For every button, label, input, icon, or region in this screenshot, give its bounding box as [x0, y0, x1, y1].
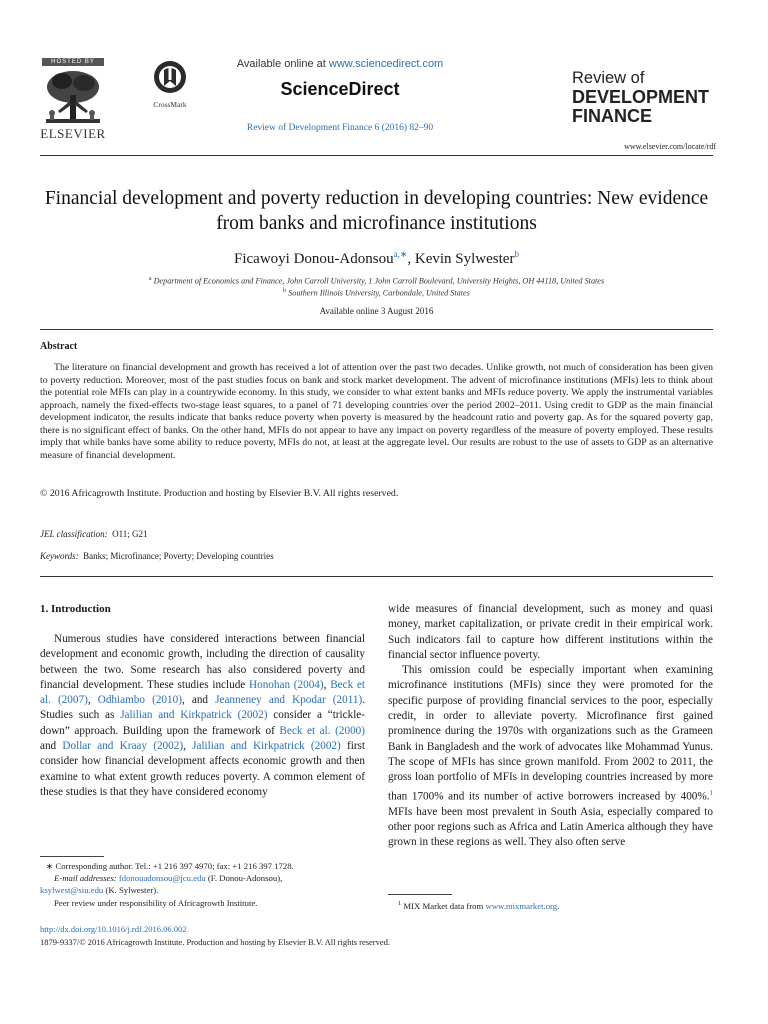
footnote-1	[388, 898, 713, 912]
available-online-line	[200, 58, 480, 70]
author-2-affil-link[interactable]: b	[514, 249, 519, 259]
crossmark-badge[interactable]	[148, 60, 192, 109]
affiliation-a-marker: a	[148, 276, 152, 282]
crossmark-icon	[153, 60, 187, 94]
left-column	[40, 632, 365, 800]
intro-p2-text-a: This omission could be especially important when examining microfinance institutions (MFIs) since they were promoted for the specific purpose of providing financial services to the poor, especially credit, in order to alleviate poverty. Microfinance first gained prominence during the 1970s with organizations such as the Grameen Bank in Bangladesh and the work of advocates like Mohammad Yunus. The scope of MFIs has since grown manifold. From 2002 to 2011, the gross loan portfolio of MFIs in developing countries increased by more than 1700% and its number of active borrowers increased by 400%.	[388, 664, 713, 803]
author-2: Kevin Sylwester	[414, 251, 515, 267]
footnote-divider-left	[40, 856, 104, 857]
intro-p1-text-e: first consider how financial development affects economic growth and then examine to what extent growth reduces poverty. A common element of these studies is that they have considered economy	[40, 740, 366, 798]
elsevier-wordmark: ELSEVIER	[40, 126, 106, 141]
email-1-link[interactable]: fdonouadonsou@jcu.edu	[118, 873, 206, 884]
email-line	[40, 872, 365, 884]
intro-p1-text-a: Numerous studies have considered interactions between financial development and economic growth, including the direction of causality between the two. Some research has also considered poverty and financial development. These studies include	[40, 633, 365, 691]
journal-brand-line2: DEVELOPMENT	[572, 86, 710, 107]
abstract-body: The literature on financial development and growth has received a lot of attention over the past two decades. Unlike growth, not much of consideration has been given to poverty reduction. Moreover, most of the past studies focus on bank and stock market development. The advent of microfinance institutions (MFIs) lets to think about the potential role MFIs can play in a countrywide economy. In this study, we consider to what extent banks and MFIs reduce poverty. We apply the instrumental variables approach, namely the fixed-effects two-stage least squares, to a panel of 71 developing countries over the period 2002–2011. Using credit to GDP as the main financial development indicator, the results indicate that banks reduce poverty when poverty is measured by the headcount ratio and poverty gap. As for the squared poverty gap, there is no significant effect of banks. On the other hand, MFIs do not appear to have any impact on poverty regardless of the measure of poverty employed. These results imply that while banks have some ability to reduce poverty, MFIs do not, at least at the aggregate level. Our results are robust to the use of assets to GDP as an alternative measure of financial development.	[40, 362, 713, 461]
doi-link[interactable]: http://dx.doi.org/10.1016/j.rdf.2016.06.002	[40, 924, 187, 934]
jel-value: O11; G21	[112, 529, 148, 539]
sciencedirect-link[interactable]: www.sciencedirect.com	[328, 58, 444, 70]
footnote-1-text: MIX Market data from	[401, 900, 486, 911]
header-divider	[40, 155, 713, 156]
author-line	[40, 249, 713, 268]
ref-dollar-kraay-2002[interactable]: Dollar and Kraay (2002)	[62, 740, 184, 753]
corr-symbol: ∗	[46, 861, 54, 871]
ref-odhiambo-2010[interactable]: Odhiambo (2010)	[97, 694, 182, 707]
affiliation-b-marker: b	[283, 288, 287, 294]
ref-honohan-2004[interactable]: Honohan (2004)	[249, 678, 324, 691]
email-2-link[interactable]: ksylwest@siu.edu	[40, 885, 104, 896]
footnote-divider-right	[388, 894, 452, 895]
section-heading-introduction: 1. Introduction	[40, 603, 111, 615]
ref-jalilian-kirkpatrick-2002-b[interactable]: Jalilian and Kirkpatrick (2002)	[192, 740, 341, 753]
available-online-prefix: Available online at	[236, 58, 329, 70]
email-line-2	[40, 884, 365, 896]
hosted-by-label: HOSTED BY	[42, 58, 104, 66]
article-title: Financial development and poverty reduction in developing countries: New evidence from banks and microfinance institutions	[44, 188, 709, 234]
peer-review-note: Peer review under responsibility of Africagrowth Institute.	[54, 897, 258, 908]
affiliation-a-text: Department of Economics and Finance, John Carroll University, 1 John Carroll Boulevard, University Heights, OH 44118, United States	[153, 276, 605, 286]
ref-beck-2007[interactable]: Beck et al. (2007)	[40, 678, 366, 707]
sep: ,	[87, 694, 98, 707]
elsevier-tree-icon	[40, 67, 106, 129]
author-separator: ,	[407, 251, 415, 267]
abstract-heading: Abstract	[40, 341, 78, 352]
journal-url: www.elsevier.com/locate/rdf	[624, 142, 716, 151]
journal-brand	[572, 70, 732, 125]
jel-label: JEL classification:	[40, 529, 108, 539]
intro-p1-text-b: . Studies such as	[40, 694, 366, 722]
footnote-1-marker[interactable]: 1	[709, 788, 713, 797]
ref-jalilian-kirkpatrick-2002[interactable]: Jalilian and Kirkpatrick (2002)	[120, 709, 268, 722]
sep: ,	[323, 678, 331, 691]
corresponding-author-note	[40, 860, 365, 909]
affiliation-b	[40, 288, 713, 298]
issn-copyright: 1879-9337/© 2016 Africagrowth Institute. Production and hosting by Elsevier B.V. All rights reserved.	[40, 937, 391, 947]
ref-beck-2000[interactable]: Beck et al. (2000)	[279, 724, 365, 737]
mixmarket-link[interactable]: www.mixmarket.org	[485, 900, 558, 911]
sciencedirect-brand: ScienceDirect	[280, 79, 400, 99]
affiliation-a	[40, 276, 713, 286]
affiliation-b-text: Southern Illinois University, Carbondale, United States	[288, 288, 470, 298]
crossmark-label: CrossMark	[153, 100, 187, 109]
intro-p1-text-d: and	[40, 740, 63, 753]
abstract-top-divider	[40, 329, 713, 330]
corr-text: Corresponding author. Tel.: +1 216 397 4970; fax: +1 216 397 1728.	[53, 861, 294, 871]
abstract-copyright: © 2016 Africagrowth Institute. Production and hosting by Elsevier B.V. All rights reserved.	[40, 488, 399, 499]
available-date: Available online 3 August 2016	[319, 306, 434, 316]
journal-brand-line1: Review of	[572, 69, 645, 87]
keywords-label: Keywords:	[40, 551, 79, 561]
elsevier-logo	[40, 58, 106, 142]
author-1: Ficawoyi Donou-Adonsou	[234, 251, 394, 267]
intro-paragraph-1	[40, 632, 365, 800]
intro-paragraph-1-continued: wide measures of financial development, such as money and quasi money, market capitalization, or private credit in their empirical work. Such indicators fail to capture how different institutions within the financial sector influence poverty.	[388, 603, 713, 661]
sep: , and	[181, 694, 216, 707]
sep: ,	[183, 740, 193, 753]
author-1-affil-link[interactable]: a,∗	[393, 249, 408, 259]
footnote-1-number: 1	[398, 900, 402, 907]
journal-brand-line3: FINANCE	[572, 105, 652, 126]
intro-paragraph-2	[388, 663, 713, 850]
journal-reference[interactable]: Review of Development Finance 6 (2016) 82–90	[246, 123, 434, 133]
jel-classification	[40, 529, 148, 539]
email-2-name: (K. Sylwester).	[103, 885, 159, 896]
ref-jeanneney-kpodar-2011[interactable]: Jeanneney and Kpodar (2011)	[215, 694, 363, 707]
intro-p2-text-b: MFIs have been most prevalent in South Asia, especially compared to other poor regions such as Africa and Latin America although they have grown in these regions as well. They also often serve	[388, 805, 713, 849]
email-1-name: (F. Donou-Adonsou),	[205, 873, 283, 884]
intro-p1-text-c: consider a “trickle-down” approach. Building upon the framework of	[40, 709, 365, 737]
keywords-value: Banks; Microfinance; Poverty; Developing countries	[83, 551, 274, 561]
email-label: E-mail addresses:	[54, 873, 117, 884]
abstract-bottom-divider	[40, 576, 713, 577]
keywords	[40, 551, 274, 561]
footnote-1-end: .	[557, 900, 560, 911]
right-column	[388, 602, 713, 850]
corr-line	[40, 860, 365, 872]
